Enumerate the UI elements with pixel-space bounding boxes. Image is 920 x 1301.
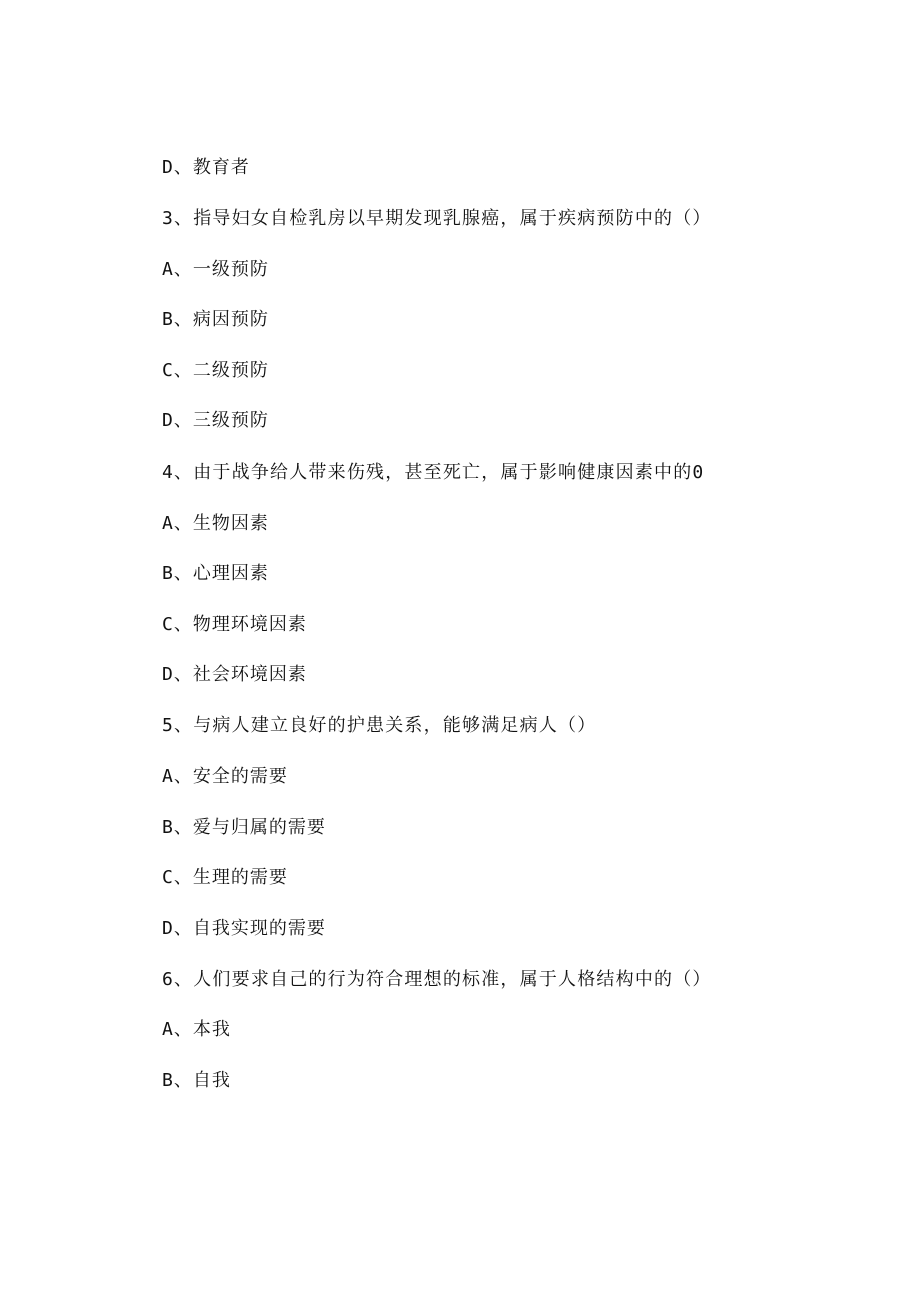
option-a-q5: A、安全的需要	[162, 766, 288, 787]
option-b-q5: B、爱与归属的需要	[162, 817, 326, 838]
option-c-q3: C、二级预防	[162, 360, 269, 381]
option-c-q5: C、生理的需要	[162, 867, 288, 888]
option-b-q6: B、自我	[162, 1070, 231, 1091]
option-a-q6: A、本我	[162, 1019, 231, 1040]
option-c-q4: C、物理环境因素	[162, 614, 307, 635]
option-d-q5: D、自我实现的需要	[162, 918, 326, 939]
question-4: 4、由于战争给人带来伤残，甚至死亡，属于影响健康因素中的0	[162, 462, 705, 483]
option-a-q3: A、一级预防	[162, 259, 269, 280]
option-d-q2: D、教育者	[162, 157, 250, 178]
question-6: 6、人们要求自己的行为符合理想的标准，属于人格结构中的（）	[162, 969, 712, 990]
option-a-q4: A、生物因素	[162, 513, 269, 534]
question-5: 5、与病人建立良好的护患关系，能够满足病人（）	[162, 715, 597, 736]
option-b-q3: B、病因预防	[162, 309, 269, 330]
option-b-q4: B、心理因素	[162, 563, 269, 584]
question-3: 3、指导妇女自检乳房以早期发现乳腺癌，属于疾病预防中的（）	[162, 208, 712, 229]
option-d-q4: D、社会环境因素	[162, 664, 307, 685]
option-d-q3: D、三级预防	[162, 410, 269, 431]
